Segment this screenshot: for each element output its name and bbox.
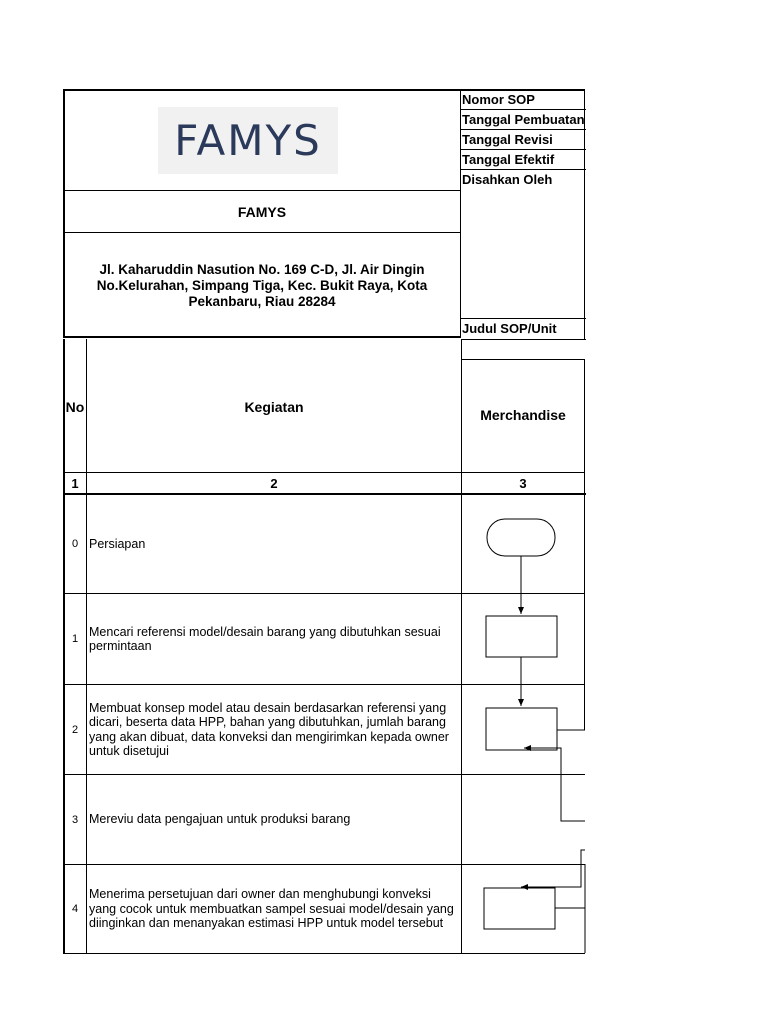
col-header-no: No (65, 398, 85, 415)
row-3-no: 3 (71, 813, 79, 826)
logo-text: FAMYS (174, 116, 322, 165)
col-number-2: 2 (270, 475, 278, 491)
row-0-no: 0 (71, 538, 79, 550)
row-3-text: Mereviu data pengajuan untuk produksi barang (89, 812, 351, 827)
meta-tanggal-revisi: Tanggal Revisi (461, 130, 586, 150)
row-1-no: 1 (71, 633, 79, 645)
meta-nomor-sop: Nomor SOP (461, 90, 586, 110)
col-header-merchandise: Merchandise (480, 407, 566, 423)
row-2-text: Membuat konsep model atau desain berdasarkan referensi yang dicari, beserta data HPP, bahan yang dibutuhkan, jumlah barang yang akan dibuat, data konveksi dan mengirimkan kepada owner untuk disetujui (89, 700, 449, 758)
flow-process-2 (486, 708, 557, 750)
col-number-1: 1 (71, 475, 79, 491)
flow-terminator-start (487, 519, 555, 556)
flow-process-1 (486, 616, 557, 657)
flow-arrow-into-4 (521, 850, 585, 887)
company-address: Jl. Kaharuddin Nasution No. 169 C-D, Jl. Air Dingin No.Kelurahan, Simpang Tiga, Kec. Bukit Raya, Kota Pekanbaru, Riau 28284 (96, 262, 428, 309)
col-header-kegiatan: Kegiatan (244, 398, 304, 415)
meta-tanggal-pembuatan: Tanggal Pembuatan (461, 110, 586, 130)
row-4-text: Menerima persetujuan dari owner dan menghubungi konveksi yang cocok untuk membuatkan sampel sesuai model/desain yang diinginkan dan menanyakan estimasi HPP untuk model tersebut (89, 887, 454, 931)
company-name: FAMYS (237, 203, 287, 220)
meta-disahkan-oleh: Disahkan Oleh (462, 172, 553, 187)
flow-process-4 (484, 888, 555, 929)
row-4-no: 4 (71, 903, 79, 915)
meta-judul-sop: Judul SOP/Unit (461, 318, 586, 340)
row-1-text: Mencari referensi model/desain barang yang dibutuhkan sesuai permintaan (89, 624, 441, 653)
meta-tanggal-efektif: Tanggal Efektif (461, 150, 586, 170)
row-0-text: Persiapan (89, 536, 146, 551)
row-2-no: 2 (71, 723, 79, 736)
flow-connector-loop (524, 748, 585, 821)
col-number-3: 3 (519, 475, 527, 491)
